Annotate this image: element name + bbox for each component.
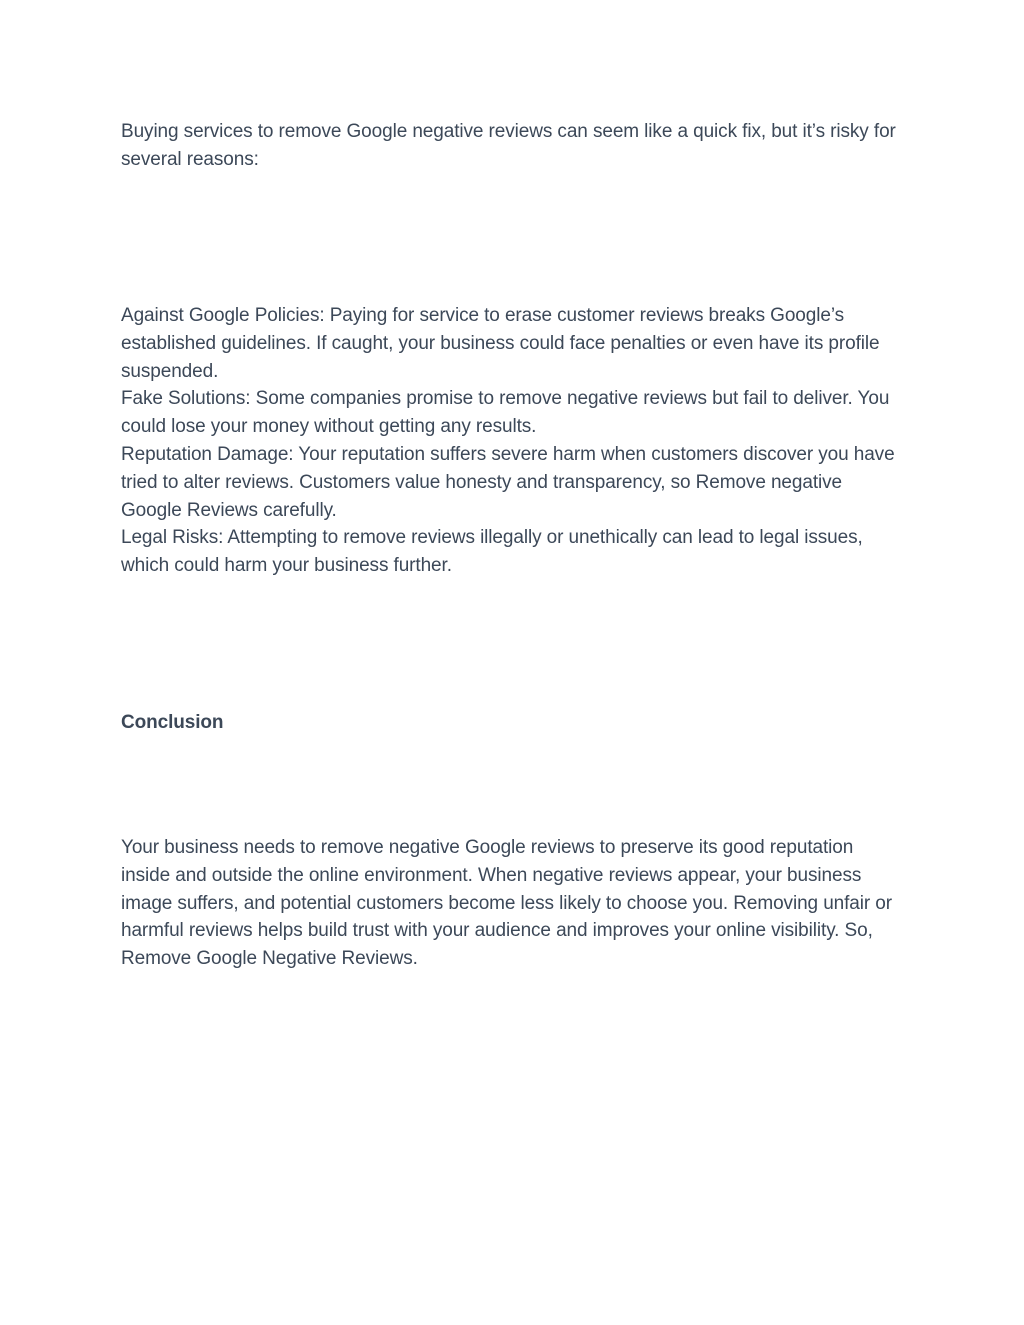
risk-item-reputation-damage: Reputation Damage: Your reputation suffers severe harm when customers discover you have tried to alter reviews. Customers value honesty and transparency, so Remove negative Google Reviews carefully.: [121, 443, 895, 521]
risk-item-fake-solutions: Fake Solutions: Some companies promise to remove negative reviews but fail to deliver. You could lose your money without getting any results.: [121, 388, 890, 438]
conclusion-text: Your business needs to remove negative Google reviews to preserve its good reputation inside and outside the online environment. When negative reviews appear, your business image suffers, and potential customers become less likely to choose you. Removing unfair or harmful reviews helps build trust with your audience and improves your online visibility. So, Remove Google Negative Reviews.: [121, 837, 892, 970]
conclusion-paragraph: [121, 834, 906, 973]
conclusion-heading: Conclusion: [121, 712, 224, 733]
intro-paragraph: [121, 118, 906, 174]
risk-item-legal-risks: Legal Risks: Attempting to remove reviews illegally or unethically can lead to legal issues, which could harm your business further.: [121, 527, 863, 577]
risks-list: [121, 302, 906, 580]
intro-text: Buying services to remove Google negative reviews can seem like a quick fix, but it’s risky for several reasons:: [121, 121, 896, 170]
risk-item-google-policies: Against Google Policies: Paying for service to erase customer reviews breaks Google’s established guidelines. If caught, your business could face penalties or even have its profile suspended.: [121, 305, 880, 382]
